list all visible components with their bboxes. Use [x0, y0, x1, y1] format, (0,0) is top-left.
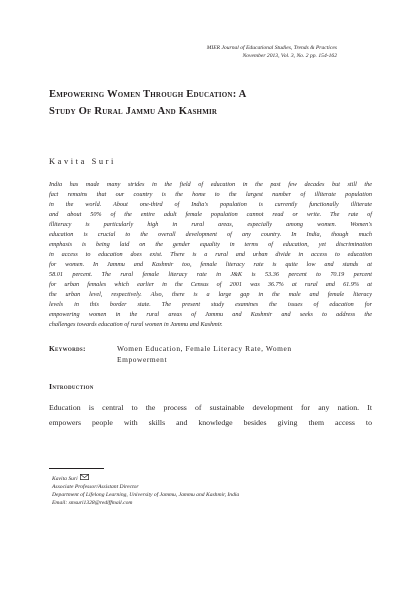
running-head	[87, 44, 337, 60]
abstract	[49, 180, 372, 330]
abstract-line: empowering women in the rural areas of Jammu and Kashmir and seeks to address the	[49, 311, 372, 318]
abstract-line: for urban females which earlier in the Census of 2001 was 36.7% at rural and 61.9% at	[49, 281, 372, 288]
keywords-line: Women Education, Female Literacy Rate, Women	[117, 344, 292, 353]
paper-title	[49, 86, 379, 120]
abstract-line: 58.01 percent. The rural female literacy rate in J&K is 53.36 percent to 70.19 percent	[49, 271, 372, 278]
abstract-line: levels in this border state. The present study examines the issues of education for	[49, 301, 372, 308]
keywords-list	[117, 343, 292, 365]
keywords-line: Empowerment	[117, 355, 168, 364]
footnote-position: Associate Professor/Assistant Director	[52, 484, 139, 490]
body-line: Education is central to the process of sustainable development for any nation. It	[49, 403, 372, 412]
author-name: Kavita Suri	[49, 157, 116, 166]
abstract-line: the urban level, respectively. Also, there is a large gap in the male and female literacy	[49, 291, 372, 298]
journal-name: MIER Journal of Educational Studies, Trends & Practices	[206, 45, 337, 51]
body-line: empowers people with skills and knowledge besides giving them access to	[49, 418, 372, 427]
footnote-email: Email: smsuri1328@rediffmail.com	[52, 500, 133, 506]
abstract-line: challenges towards education of rural women in Jammu and Kashmir.	[49, 321, 223, 328]
abstract-line: in access to education does exist. There is a rural and urban divide in access to education	[49, 251, 372, 258]
abstract-line: for women. In Jammu and Kashmir too, female literacy rate is quite low and stands at	[49, 261, 372, 268]
keywords-label: Keywords:	[49, 344, 86, 353]
abstract-line: emphasis is being laid on the gender equality in terms of education, yet discrimination	[49, 241, 372, 248]
abstract-line: illiteracy is particularly high in rural areas, especially among women. Women's	[49, 221, 372, 228]
abstract-line: in the world. About one-third of India's population is currently functionally illiterate	[49, 201, 372, 208]
abstract-line: and about 50% of the entire adult female population cannot read or write. The rate of	[49, 211, 372, 218]
footnote-author: Kavita Suri	[52, 475, 78, 482]
title-line-1: Empowering Women Through Education: A	[49, 89, 247, 100]
footnote-department: Department of Lifelong Learning, University of Jammu, Jammu and Kashmir, India	[52, 492, 240, 498]
abstract-line: India has made many strides in the field of education in the past few decades but still the	[49, 181, 372, 188]
issue-info: November 2013, Vol. 3, No. 2 pp. 154-162	[242, 53, 337, 59]
correspondence-envelope-icon	[80, 474, 89, 483]
keywords-block	[49, 343, 372, 365]
title-line-2: Study Of Rural Jammu And Kashmir	[49, 106, 218, 117]
abstract-line: education is crucial to the overall development of any country. In India, though much	[49, 231, 372, 238]
abstract-line: fact remains that our country is the home to the largest number of illiterate population	[49, 191, 372, 198]
author-footnote	[52, 474, 352, 507]
footnote-rule	[49, 468, 104, 469]
section-heading-introduction: Introduction	[49, 382, 94, 391]
body-text	[49, 400, 372, 430]
